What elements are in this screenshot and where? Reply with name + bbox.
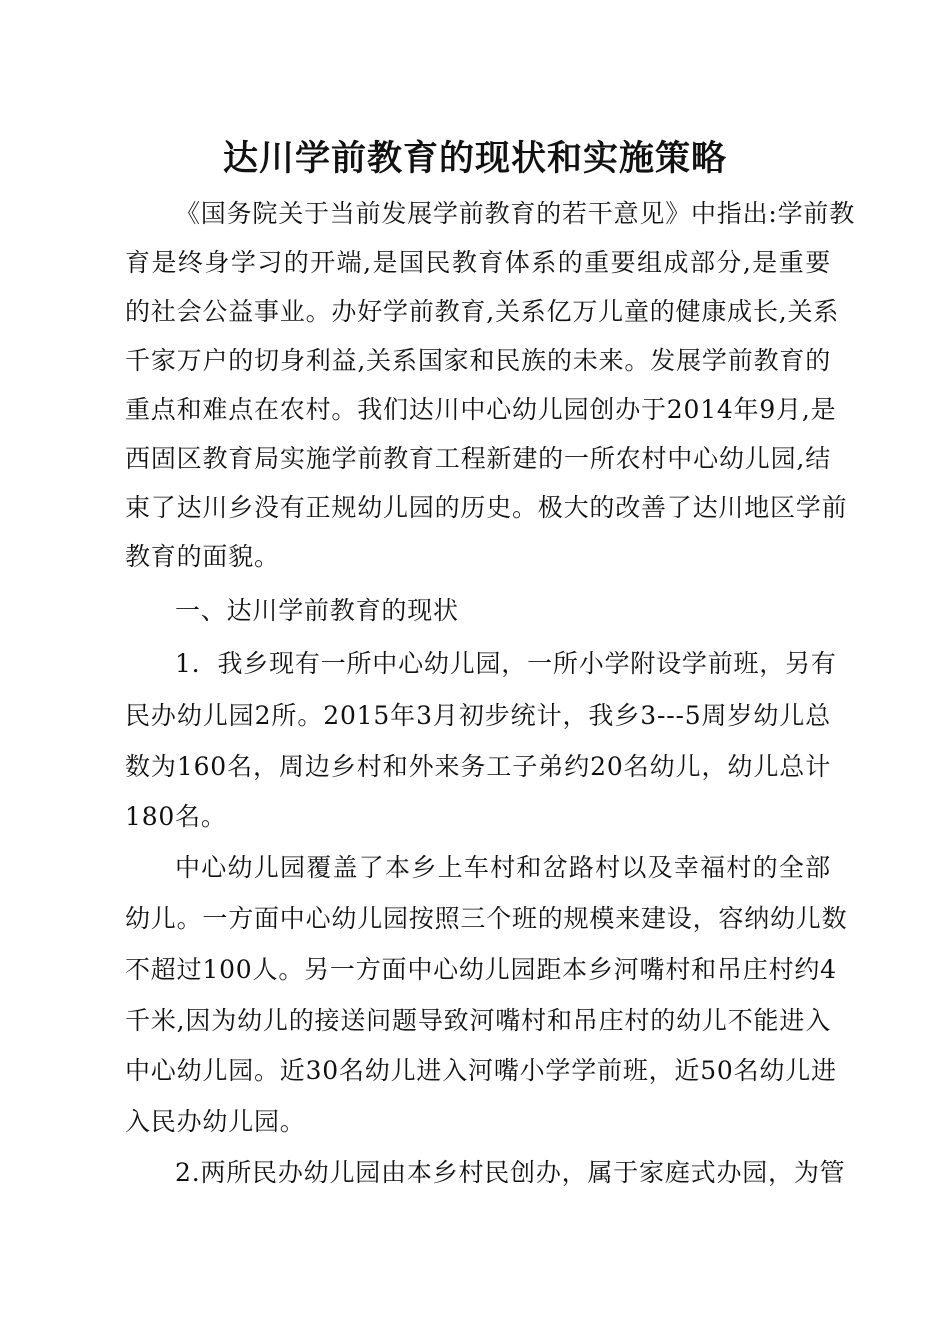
paragraph-line: 180名。 bbox=[125, 802, 227, 831]
paragraph-line: 中心幼儿园。近30名幼儿进入河嘴小学学前班，近50名幼儿进 bbox=[125, 1056, 837, 1085]
paragraph-line: 重点和难点在农村。我们达川中心幼儿园创办于2014年9月,是 bbox=[125, 395, 837, 424]
section-heading: 一、达川学前教育的现状 bbox=[175, 596, 459, 625]
paragraph-line: 幼儿。一方面中心幼儿园按照三个班的规模来建设，容纳幼儿数 bbox=[125, 904, 848, 933]
paragraph-line: 民办幼儿园2所。2015年3月初步统计，我乡3---5周岁幼儿总 bbox=[125, 701, 831, 730]
paragraph-line: 的社会公益事业。办好学前教育,关系亿万儿童的健康成长,关系 bbox=[125, 297, 840, 326]
paragraph-line: 《国务院关于当前发展学前教育的若干意见》中指出:学前教 bbox=[175, 199, 856, 228]
paragraph-line: 西固区教育局实施学前教育工程新建的一所农村中心幼儿园,结 bbox=[125, 444, 831, 473]
paragraph-line: 数为160名，周边乡村和外来务工子弟约20名幼儿，幼儿总计 bbox=[125, 752, 831, 781]
paragraph-line: 2.两所民办幼儿园由本乡村民创办，属于家庭式办园，为管 bbox=[175, 1158, 846, 1187]
paragraph-line: 束了达川乡没有正规幼儿园的历史。极大的改善了达川地区学前 bbox=[125, 493, 848, 522]
paragraph-line: 千家万户的切身利益,关系国家和民族的未来。发展学前教育的 bbox=[125, 346, 831, 375]
paragraph-line: 不超过100人。另一方面中心幼儿园距本乡河嘴村和吊庄村约4 bbox=[125, 955, 837, 984]
paragraph-line: 育是终身学习的开端,是国民教育体系的重要组成部分,是重要 bbox=[125, 248, 831, 277]
paragraph-line: 入民办幼儿园。 bbox=[125, 1107, 306, 1136]
paragraph-line: 千米,因为幼儿的接送问题导致河嘴村和吊庄村的幼儿不能进入 bbox=[125, 1006, 831, 1035]
paragraph-line: 教育的面貌。 bbox=[125, 542, 280, 571]
paragraph-line: 1．我乡现有一所中心幼儿园，一所小学附设学前班，另有 bbox=[175, 649, 837, 678]
paragraph-line: 中心幼儿园覆盖了本乡上车村和岔路村以及幸福村的全部 bbox=[175, 853, 831, 882]
document-title: 达川学前教育的现状和实施策略 bbox=[222, 138, 727, 179]
